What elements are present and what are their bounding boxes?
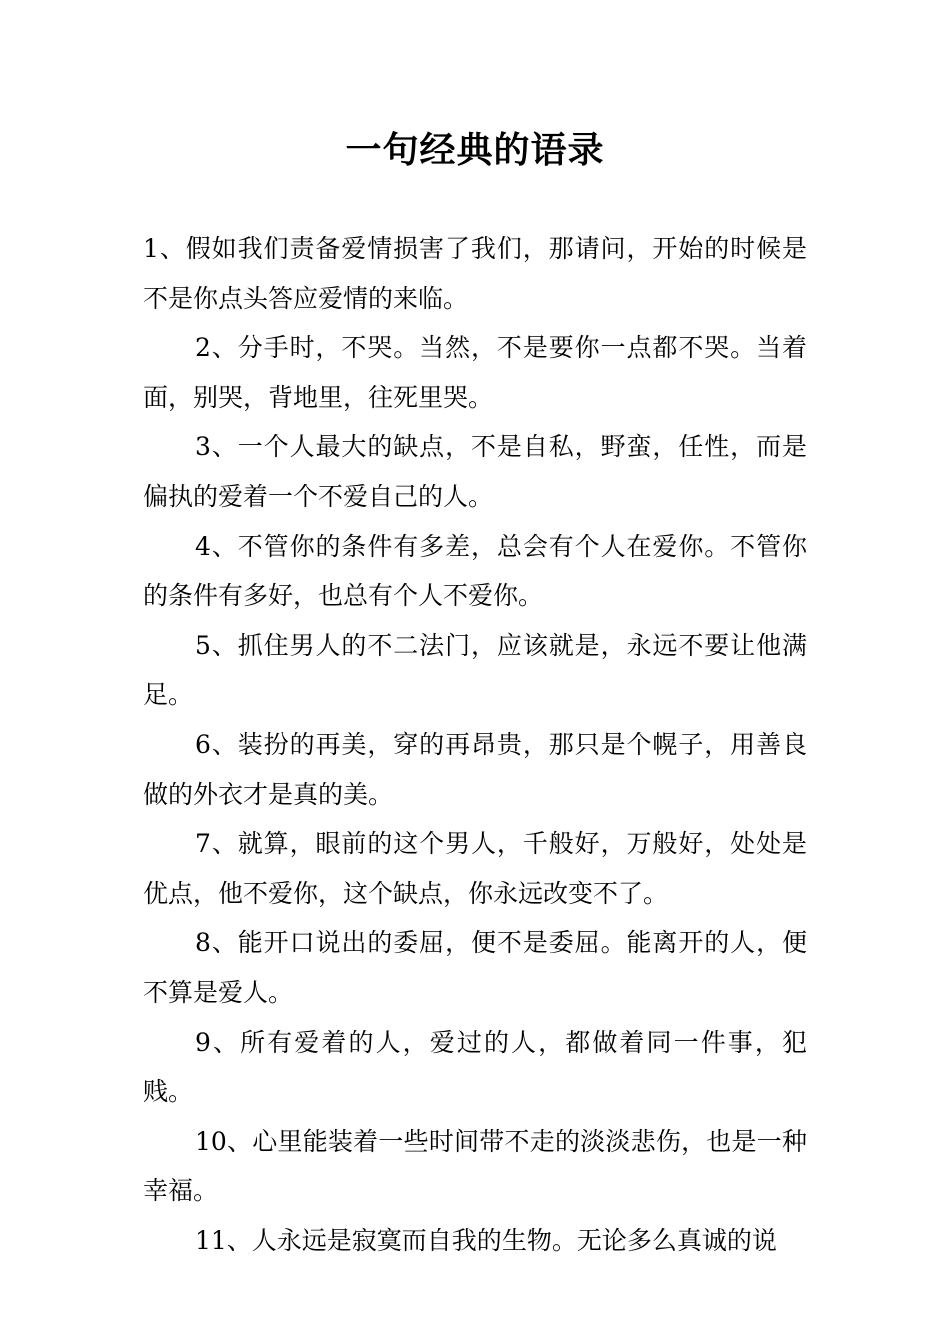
paragraph-5: 5、抓住男人的不二法门，应该就是，永远不要让他满足。	[143, 630, 807, 710]
page-title: 一句经典的语录	[345, 130, 605, 171]
paragraph-2: 2、分手时，不哭。当然，不是要你一点都不哭。当着面，别哭，背地里，往死里哭。	[143, 333, 807, 412]
paragraph-8: 8、能开口说出的委屈，便不是委屈。能离开的人，便不算是爱人。	[143, 928, 807, 1007]
document-body	[143, 224, 807, 1265]
paragraph-4: 4、不管你的条件有多差，总会有个人在爱你。不管你的条件有多好，也总有个人不爱你。	[143, 531, 807, 611]
paragraph-3: 3、一个人最大的缺点，不是自私，野蛮，任性，而是偏执的爱着一个不爱自己的人。	[143, 432, 807, 511]
paragraph-10: 10、心里能装着一些时间带不走的淡淡悲伤，也是一种幸福。	[143, 1126, 807, 1206]
paragraph-6: 6、装扮的再美，穿的再昂贵，那只是个幌子，用善良做的外衣才是真的美。	[143, 729, 807, 809]
paragraph-7: 7、就算，眼前的这个男人，千般好，万般好，处处是优点，他不爱你，这个缺点，你永远改变不了。	[143, 829, 807, 908]
paragraph-11: 11、人永远是寂寞而自我的生物。无论多么真诚的说	[195, 1225, 777, 1255]
paragraph-1: 1、假如我们责备爱情损害了我们，那请问，开始的时候是不是你点头答应爱情的来临。	[143, 234, 807, 313]
paragraph-9: 9、所有爱着的人，爱过的人，都做着同一件事，犯贱。	[143, 1027, 807, 1107]
